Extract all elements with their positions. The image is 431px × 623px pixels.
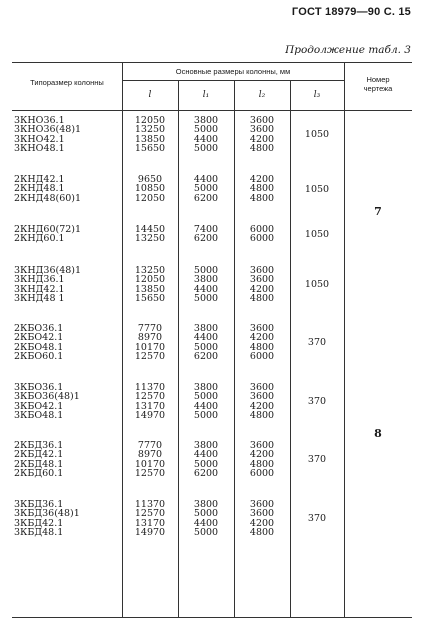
group-l: 7770 8970 10170 12570 <box>134 323 166 362</box>
group-l: 7770 8970 10170 12570 <box>134 440 166 479</box>
group-l2: 4200 4800 4800 <box>249 174 275 204</box>
group-types: 2КБО36.1 2КБО42.1 2КБО48.1 2КБО60.1 <box>14 323 64 362</box>
group-l2: 3600 3600 4200 4800 <box>249 499 275 538</box>
page-header-code: ГОСТ 18979—90 С. 15 <box>291 6 411 18</box>
group-l: 9650 10850 12050 <box>134 174 166 204</box>
group-types: 3КБО36.1 3КБО36(48)1 3КБО42.1 3КБО48.1 <box>14 382 80 421</box>
column-header-type: Типоразмер колонны <box>30 78 104 87</box>
group-l1: 3800 4400 5000 6200 <box>193 440 219 479</box>
group-types: 3КНО36.1 3КНО36(48)1 3КНО42.1 3КНО48.1 <box>14 115 82 154</box>
group-l2: 3600 3600 4200 4800 <box>249 265 275 304</box>
group-l3: 370 <box>307 454 327 465</box>
group-l3: 370 <box>307 337 327 348</box>
column-header-drawing-number: Номер чертежа <box>363 75 393 93</box>
table-rule <box>122 80 344 81</box>
subheader-l2: l₂ <box>258 90 266 100</box>
subheader-l1: l₁ <box>202 90 210 100</box>
group-l2: 3600 4200 4800 6000 <box>249 440 275 479</box>
drawing-number-7: 7 <box>374 205 382 218</box>
group-l2: 6000 6000 <box>249 224 275 245</box>
group-l3: 1050 <box>304 229 330 240</box>
group-l1: 7400 6200 <box>193 224 219 245</box>
group-l1: 3800 5000 4400 5000 <box>193 115 219 154</box>
subheader-l: l <box>148 90 152 100</box>
dimensions-table <box>12 62 412 618</box>
subheader-l3: l₃ <box>313 90 321 100</box>
group-l1: 3800 5000 4400 5000 <box>193 499 219 538</box>
group-l: 14450 13250 <box>134 224 166 245</box>
group-l: 13250 12050 13850 15650 <box>134 265 166 304</box>
column-header-main-dimensions: Основные размеры колонны, мм <box>175 67 291 76</box>
group-l3: 1050 <box>304 129 330 140</box>
group-types: 2КНД60(72)1 2КНД60.1 <box>14 224 82 245</box>
group-l3: 1050 <box>304 279 330 290</box>
table-rule <box>12 62 412 63</box>
table-rule <box>12 617 412 618</box>
drawing-number-8: 8 <box>374 427 382 440</box>
group-l: 12050 13250 13850 15650 <box>134 115 166 154</box>
group-l1: 3800 5000 4400 5000 <box>193 382 219 421</box>
table-rule <box>12 110 412 111</box>
group-types: 2КБД36.1 2КБД42.1 2КБД48.1 2КБД60.1 <box>14 440 64 479</box>
table-continuation-label: Продолжение табл. 3 <box>285 44 411 56</box>
group-types: 3КБД36.1 3КБД36(48)1 3КБД42.1 3КБД48.1 <box>14 499 80 538</box>
group-l3: 370 <box>307 396 327 407</box>
group-l1: 5000 3800 4400 5000 <box>193 265 219 304</box>
group-l3: 1050 <box>304 184 330 195</box>
group-l2: 3600 3600 4200 4800 <box>249 115 275 154</box>
group-l1: 4400 5000 6200 <box>193 174 219 204</box>
table-rule <box>344 62 345 618</box>
group-l1: 3800 4400 5000 6200 <box>193 323 219 362</box>
table-rule <box>290 80 291 618</box>
group-l3: 370 <box>307 513 327 524</box>
group-types: 3КНД36(48)1 3КНД36.1 3КНД42.1 3КНД48 1 <box>14 265 82 304</box>
group-l2: 3600 3600 4200 4800 <box>249 382 275 421</box>
group-types: 2КНД42.1 2КНД48.1 2КНД48(60)1 <box>14 174 82 204</box>
group-l: 11370 12570 13170 14970 <box>134 382 166 421</box>
group-l: 11370 12570 13170 14970 <box>134 499 166 538</box>
group-l2: 3600 4200 4800 6000 <box>249 323 275 362</box>
